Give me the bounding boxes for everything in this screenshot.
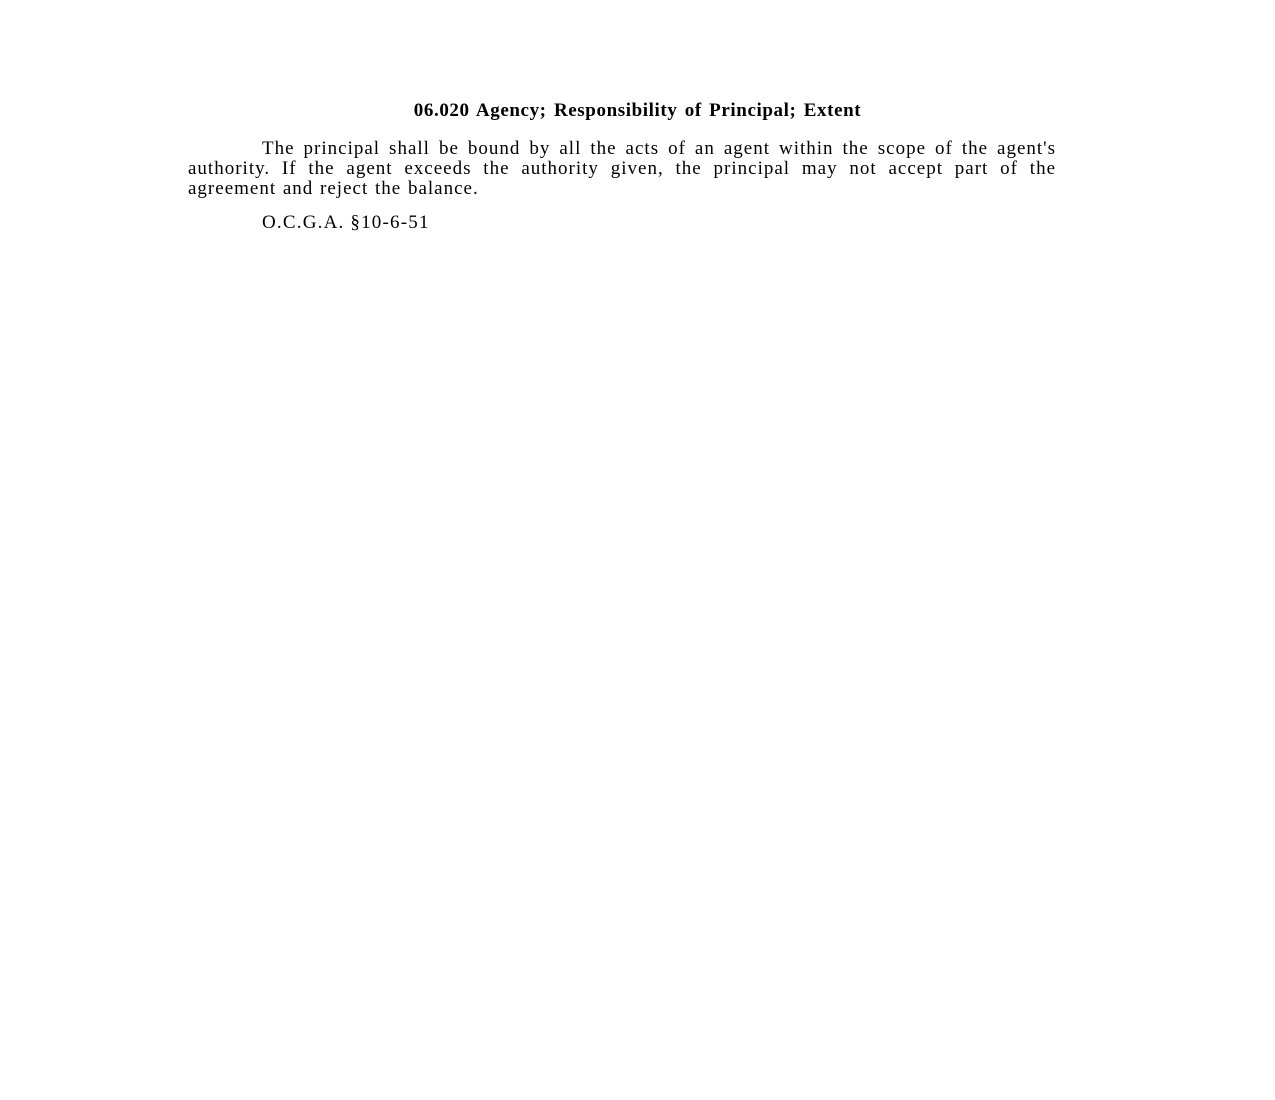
document-citation: O.C.G.A. §10-6-51 [262, 212, 430, 233]
document-body-paragraph: The principal shall be bound by all the acts of an agent within the scope of the agent's authority. If the agent exceeds the authority given, the principal may not accept part of the agreement and reject the balance. [188, 138, 1056, 199]
document-content [188, 139, 1056, 233]
document-title: 06.020 Agency; Responsibility of Principal; Extent [413, 100, 862, 121]
